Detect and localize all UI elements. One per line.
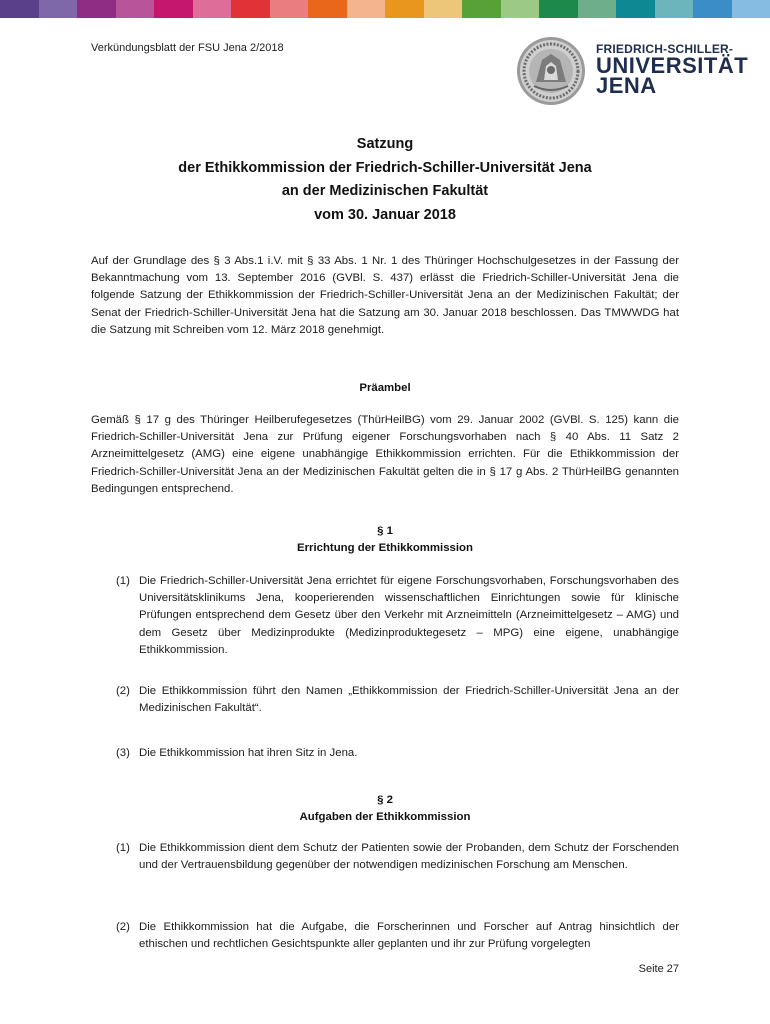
section-2-number: § 2 — [377, 794, 393, 806]
color-bar-segment-19 — [693, 0, 732, 18]
section-1-item-1 — [91, 573, 679, 659]
item-text: Die Ethikkommission dient dem Schutz der Patienten sowie der Probanden, dem Schutz der Forschenden und der Vertrauensbildung gegenüber der notwendigen medizinischen Forschung am Menschen. — [139, 842, 679, 872]
item-text: Die Ethikkommission hat die Aufgabe, die Forscherinnen und Forscher auf Antrag hinsichtlich der ethischen und rechtlichen Gesichtspunkte aller geplanten und ihr zur Prüfung vorgelegten — [139, 921, 679, 951]
color-bar-segment-14 — [501, 0, 540, 18]
logo-text-line1: FRIEDRICH-SCHILLER- — [596, 42, 734, 56]
color-bar-segment-6 — [193, 0, 232, 18]
section-1-item-3 — [91, 745, 679, 762]
section-2-item-2 — [91, 919, 679, 953]
preamble-paragraph: Gemäß § 17 g des Thüringer Heilberufegesetzes (ThürHeilBG) vom 29. Januar 2002 (GVBl. S. 125) kann die Friedrich-Schiller-Universität Jena zur Prüfung eigener Forschungsvorhaben nach § 40 Abs. 11 Satz 2 Arzneimittelgesetz (AMG) eine eigene unabhängige Ethikkommission errichten. Für die Ethikkommission der Friedrich-Schiller-Universität Jena an der Medizinischen Fakultät gelten die in § 17 g Abs. 2 ThürHeilBG genannten Bedingungen entsprechend. — [91, 414, 679, 495]
title-line-1: Satzung — [356, 136, 414, 152]
color-bar-segment-12 — [424, 0, 463, 18]
color-bar-segment-9 — [308, 0, 347, 18]
logo-text-line2: UNIVERSITÄT — [596, 53, 749, 78]
title-line-2: der Ethikkommission der Friedrich-Schiller-Universität Jena — [178, 159, 592, 176]
color-bar — [0, 0, 770, 18]
item-number: (2) — [116, 685, 130, 697]
color-bar-segment-3 — [77, 0, 116, 18]
color-bar-segment-16 — [578, 0, 617, 18]
color-bar-segment-4 — [116, 0, 155, 18]
color-bar-segment-7 — [231, 0, 270, 18]
university-seal-icon — [516, 36, 586, 106]
color-bar-segment-8 — [270, 0, 309, 18]
section-2-item-1 — [91, 840, 679, 874]
item-text: Die Ethikkommission führt den Namen „Ethikkommission der Friedrich-Schiller-Universität Jena an der Medizinischen Fakultät“. — [139, 685, 679, 715]
title-line-3: an der Medizinischen Fakultät — [281, 183, 489, 199]
color-bar-segment-11 — [385, 0, 424, 18]
color-bar-segment-18 — [655, 0, 694, 18]
color-bar-segment-13 — [462, 0, 501, 18]
item-number: (2) — [116, 921, 130, 933]
document-title — [90, 133, 680, 227]
section-2-heading: Aufgaben der Ethikkommission — [299, 811, 471, 823]
color-bar-segment-2 — [39, 0, 78, 18]
item-text: Die Friedrich-Schiller-Universität Jena errichtet für eigene Forschungsvorhaben, Forschungsvorhaben des Universitätsklinikums Jena, kooperierenden wissenschaftlichen Einrichtungen sowie für klinische Prüfungen entsprechend dem Gesetz über den Verkehr mit Arzneimitteln (Arzneimittelgesetz – AMG) und dem Gesetz über Medizinprodukte (Medizinproduktegesetz – MPG) eine eigene, unabhängige Ethikkommission. — [139, 575, 679, 656]
preamble-heading: Präambel — [359, 382, 411, 394]
color-bar-segment-10 — [347, 0, 386, 18]
page-number: Seite 27 — [638, 963, 679, 975]
section-1-item-2 — [91, 683, 679, 717]
color-bar-segment-17 — [616, 0, 655, 18]
university-logo — [516, 36, 749, 106]
color-bar-segment-15 — [539, 0, 578, 18]
section-1-number: § 1 — [377, 525, 393, 537]
logo-text-line3: JENA — [596, 73, 657, 98]
item-number: (1) — [116, 575, 130, 587]
item-text: Die Ethikkommission hat ihren Sitz in Jena. — [139, 747, 358, 759]
item-number: (1) — [116, 842, 130, 854]
intro-paragraph: Auf der Grundlage des § 3 Abs.1 i.V. mit § 33 Abs. 1 Nr. 1 des Thüringer Hochschulgesetzes in der Fassung der Bekanntmachung vom 13. September 2016 (GVBl. S. 437) erlässt die Friedrich-Schiller-Universität Jena die folgende Satzung der Ethikkommission der Friedrich-Schiller-Universität Jena an der Medizinischen Fakultät; der Senat der Friedrich-Schiller-Universität Jena hat die Satzung am 30. Januar 2018 beschlossen. Das TMWWDG hat die Satzung mit Schreiben vom 12. März 2018 genehmigt. — [91, 255, 679, 336]
section-1-heading: Errichtung der Ethikkommission — [297, 542, 473, 554]
publication-header: Verkündungsblatt der FSU Jena 2/2018 — [91, 42, 284, 54]
color-bar-segment-1 — [0, 0, 39, 18]
color-bar-segment-5 — [154, 0, 193, 18]
title-line-4: vom 30. Januar 2018 — [314, 206, 456, 223]
color-bar-segment-20 — [732, 0, 770, 18]
item-number: (3) — [116, 747, 130, 759]
